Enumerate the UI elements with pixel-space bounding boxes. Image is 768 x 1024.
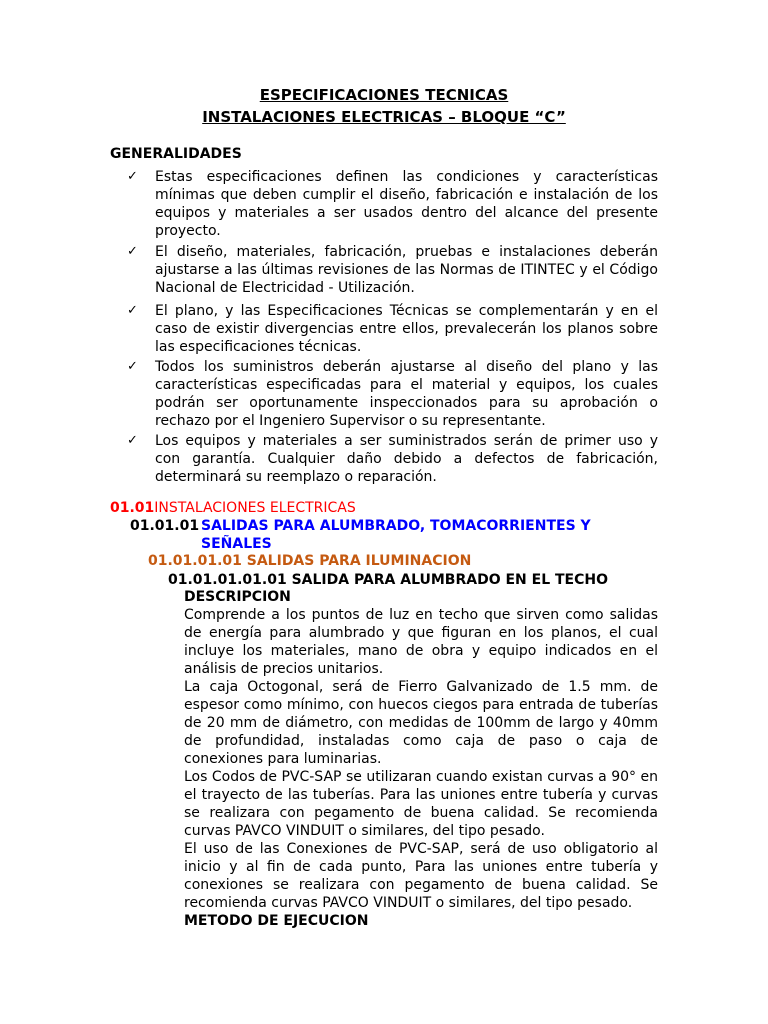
list-item — [127, 243, 658, 297]
section-heading-level3 — [148, 552, 471, 570]
section-number: 01.01.01.01.01 — [168, 572, 287, 588]
checkmark-icon: ✓ — [127, 359, 138, 374]
checkmark-icon: ✓ — [127, 303, 138, 318]
list-item-text: Los equipos y materiales a ser suministrados serán de primer uso y con garantía. Cualquier daño debido a defectos de fabricación, determinará su reemplazo o reparación. — [155, 433, 658, 485]
checkmark-icon: ✓ — [127, 169, 138, 184]
section-number: 01.01 — [110, 500, 155, 516]
section-number: 01.01.01.01 — [148, 553, 242, 569]
document-subtitle: INSTALACIONES ELECTRICAS – BLOQUE “C” — [202, 108, 566, 126]
section-title: SALIDA PARA ALUMBRADO EN EL TECHO — [291, 572, 608, 588]
generalidades-list — [127, 168, 658, 486]
document-title: ESPECIFICACIONES TECNICAS — [259, 86, 509, 104]
metodo-heading: METODO DE EJECUCION — [184, 913, 369, 929]
section-heading-level1 — [110, 499, 356, 517]
list-item-text: El plano, y las Especificaciones Técnicas se complementarán y en el caso de existir divergencias entre ellos, prevalecerán los planos sobre las especificaciones técnicas. — [155, 303, 658, 355]
section-heading-level4 — [168, 571, 608, 589]
list-item — [127, 358, 658, 430]
paragraph: Comprende a los puntos de luz en techo que sirven como salidas de energía para alumbrado y que figuran en los planos, el cual incluye los materiales, mano de obra y equipo indicados en el análisis de precios unitarios. — [184, 607, 658, 677]
list-item-text: Todos los suministros deberán ajustarse al diseño del plano y las características especificadas para el material y equipos, los cuales podrán ser oportunamente inspeccionados para su aprobación o rechazo por el Ingeniero Supervisor o su representante. — [155, 359, 658, 429]
list-item — [127, 168, 658, 240]
section-title: INSTALACIONES ELECTRICAS — [154, 500, 356, 516]
descripcion-heading: DESCRIPCION — [184, 589, 291, 605]
list-item — [127, 302, 658, 356]
checkmark-icon: ✓ — [127, 433, 138, 448]
list-item — [127, 432, 658, 486]
list-item-text: El diseño, materiales, fabricación, pruebas e instalaciones deberán ajustarse a las últimas revisiones de las Normas de ITINTEC y el Código Nacional de Electricidad - Utilización. — [155, 244, 658, 296]
list-item-text: Estas especificaciones definen las condiciones y características mínimas que deben cumplir el diseño, fabricación e instalación de los equipos y materiales a ser usados dentro del alcance del presente proyecto. — [155, 169, 658, 239]
checkmark-icon: ✓ — [127, 244, 138, 259]
section-title: SALIDAS PARA ALUMBRADO, TOMACORRIENTES Y SEÑALES — [201, 518, 591, 552]
section-title: SALIDAS PARA ILUMINACION — [246, 553, 472, 569]
section-heading-level2 — [130, 517, 600, 553]
generalidades-heading: GENERALIDADES — [110, 146, 242, 162]
description-block — [184, 588, 658, 930]
paragraph: Los Codos de PVC-SAP se utilizaran cuando existan curvas a 90° en el trayecto de las tuberías. Para las uniones entre tubería y curvas se realizara con pegamento de buena calidad. Se recomienda curvas PAVCO VINDUIT o similares, del tipo pesado. — [184, 769, 658, 839]
paragraph: La caja Octogonal, será de Fierro Galvanizado de 1.5 mm. de espesor como mínimo, con huecos ciegos para entrada de tuberías de 20 mm de diámetro, con medidas de 100mm de largo y 40mm de profundidad, instaladas como caja de paso o caja de conexiones para luminarias. — [184, 679, 658, 767]
section-number: 01.01.01 — [130, 518, 200, 534]
paragraph: El uso de las Conexiones de PVC-SAP, será de uso obligatorio al inicio y al fin de cada punto, Para las uniones entre tubería y conexiones se realizara con pegamento de buena calidad. Se recomienda curvas PAVCO VINDUIT o similares, del tipo pesado. — [184, 841, 658, 911]
